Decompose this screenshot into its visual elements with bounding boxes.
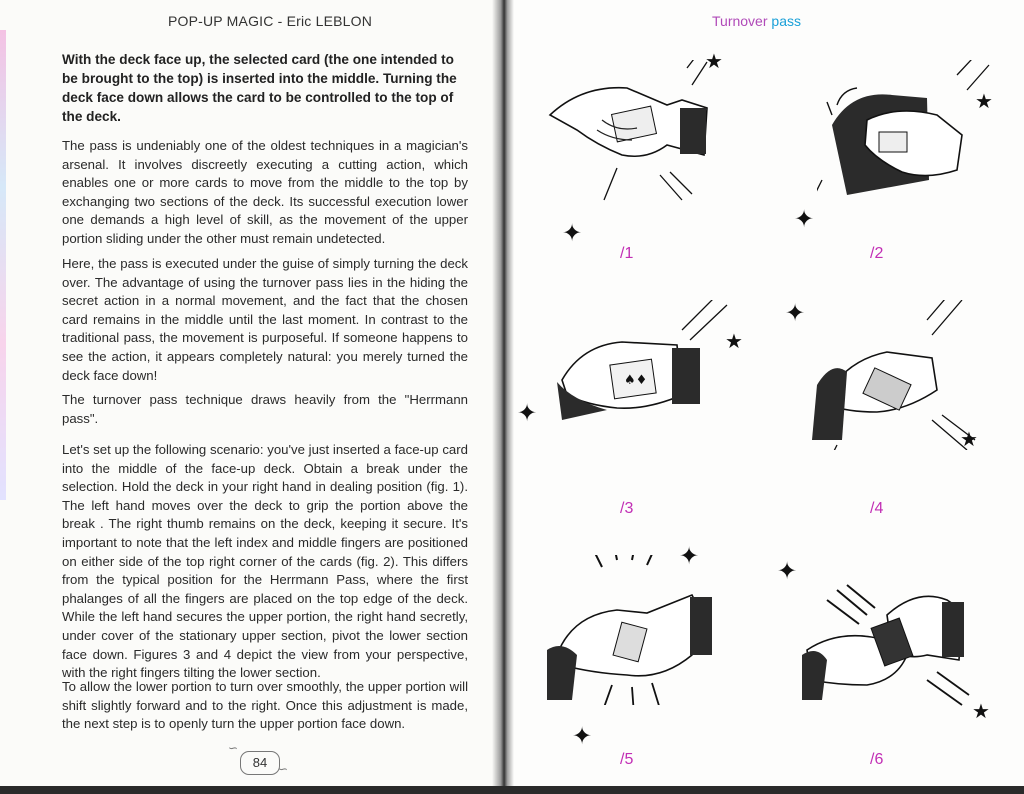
sparkle-icon: ✦ xyxy=(679,543,700,570)
body-paragraph-4: Let's set up the following scenario: you've just inserted a face-up card into the middle of the face-up deck. Obtain a break under the selection. Hold the deck in your right hand in dealing position (fig. 1). The left hand moves over the deck to grip the portion above the break . The right thumb remains on the deck, keeping it secure. It's important to note that the left index and middle fingers are positioned on either side of the top right corner of the cards (fig. 2). This differs from the typical position for the Herrmann Pass, where the first phalanges of all the fingers are placed on the top edge of the deck. While the left hand secures the upper portion, the right hand secretly, under cover of the stationary upper section, pivot the lower section face down. Figures 3 and 4 depict the view from your perspective, with the right fingers tilting the lower section. xyxy=(62,442,468,681)
body-paragraph-5: To allow the lower portion to turn over smoothly, the upper portion will shift slightly forward and to the right. Once this adjustment is made, the next step is to openly turn the upper portion face down. xyxy=(62,679,468,732)
body-paragraph-3: The turnover pass technique draws heavily from the "Herrmann pass". xyxy=(62,392,468,426)
figure-5-illustration xyxy=(542,555,722,705)
figure-caption-2: /2 xyxy=(870,245,884,262)
figure-caption-6: /6 xyxy=(870,751,884,768)
star-icon: ★ xyxy=(960,429,978,451)
figure-caption-5: /5 xyxy=(620,751,634,768)
sparkle-icon: ✦ xyxy=(572,723,593,750)
swirl-ornament-icon: ∽ xyxy=(228,741,239,755)
sparkle-icon: ✦ xyxy=(777,558,798,585)
page-number: 84 xyxy=(240,751,280,775)
figure-caption-4: /4 xyxy=(870,500,884,517)
page-edge-color-strip xyxy=(0,30,6,500)
figure-3-illustration xyxy=(552,300,732,450)
running-header-right xyxy=(712,13,801,29)
figure-2-illustration xyxy=(817,60,997,210)
figure-1-illustration xyxy=(542,60,722,210)
figure-4-illustration xyxy=(807,300,987,450)
running-header-left: POP-UP MAGIC - Eric LEBLON xyxy=(167,13,373,29)
star-icon: ★ xyxy=(705,51,723,73)
sparkle-icon: ✦ xyxy=(562,220,583,247)
star-icon: ★ xyxy=(975,91,993,113)
left-page xyxy=(0,0,500,794)
sparkle-icon: ✦ xyxy=(517,400,538,427)
book-spine-gutter xyxy=(492,0,514,794)
sparkle-icon: ✦ xyxy=(794,206,815,233)
right-page xyxy=(507,0,1024,794)
svg-text:♠♦: ♠♦ xyxy=(624,373,648,388)
figure-caption-1: /1 xyxy=(620,245,634,262)
figure-6-illustration xyxy=(797,560,977,710)
lead-paragraph: With the deck face up, the selected card (the one intended to be brought to the top) is inserted into the middle. Turning the deck face down allows the card to be controlled to the top of the deck. xyxy=(62,52,457,124)
figure-caption-3: /3 xyxy=(620,500,634,517)
body-paragraph-2: Here, the pass is executed under the guise of simply turning the deck over. The advantage of using the turnover pass lies in the hiding the secret action in a normal movement, and the fact that the chosen card remains in the middle until the last moment. In contrast to the traditional pass, the movement is purposeful. If someone happens to see the action, it appears completely natural: you merely turned the deck face down! xyxy=(62,256,468,383)
scanner-bottom-edge xyxy=(0,786,1024,794)
body-paragraph-1: The pass is undeniably one of the oldest techniques in a magician's arsenal. It involves discreetly executing a cutting action, which enables one or more cards to move from the middle to the top by exchanging two sections of the deck. Its successful execution lower one demands a high level of skill, as the movement of the upper portion sliding under the other must remain undetected. xyxy=(62,138,468,246)
header-word-turnover: Turnover xyxy=(712,13,768,29)
header-word-pass: pass xyxy=(771,13,801,29)
star-icon: ★ xyxy=(972,701,990,723)
star-icon: ★ xyxy=(725,331,743,353)
sparkle-icon: ✦ xyxy=(785,300,806,327)
swirl-ornament-icon: ∽ xyxy=(278,762,289,776)
